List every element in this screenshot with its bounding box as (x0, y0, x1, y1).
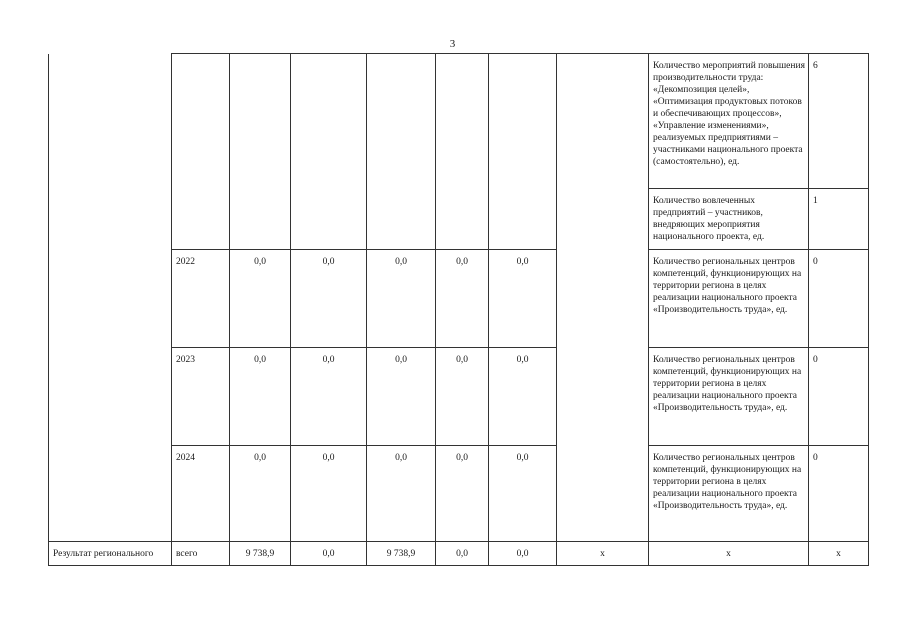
table-cell-value: 0,0 (291, 348, 367, 446)
table-cell-value: 0,0 (291, 250, 367, 348)
table-cell-value (230, 54, 291, 250)
table-cell-value: 0,0 (367, 250, 436, 348)
table-cell-value: 0,0 (489, 446, 557, 542)
table-cell-value: 0,0 (489, 348, 557, 446)
indicator-value: 1 (809, 189, 869, 250)
table-cell-value: 0,0 (367, 446, 436, 542)
table-cell-year: 2022 (172, 250, 230, 348)
indicator-text: Количество вовлеченных предприятий – участников, внедряющих мероприятия национального проекта, ед. (649, 189, 809, 250)
result-value: 9 738,9 (367, 542, 436, 566)
indicator-value: 6 (809, 54, 869, 189)
table-cell-value (489, 54, 557, 250)
table-cell-value (367, 54, 436, 250)
table-cell-year (172, 54, 230, 250)
table-cell-value: 0,0 (230, 250, 291, 348)
table-cell-empty (557, 54, 649, 542)
table-cell-value: 0,0 (436, 446, 489, 542)
indicator-value: 0 (809, 250, 869, 348)
table-cell-value (291, 54, 367, 250)
table-row (49, 446, 869, 542)
table-cell-name (49, 54, 172, 542)
result-value: 0,0 (291, 542, 367, 566)
table-row (49, 250, 869, 348)
table-cell-year: 2023 (172, 348, 230, 446)
page-number: 3 (449, 38, 456, 50)
result-indicator-value: x (809, 542, 869, 566)
table-row-result (49, 542, 869, 566)
result-value: 0,0 (489, 542, 557, 566)
table-cell-year: 2024 (172, 446, 230, 542)
indicator-text: Количество региональных центров компетенций, функционирующих на территории региона в целях реализации национального проекта «Производительность труда», ед. (649, 250, 809, 348)
table-cell-value: 0,0 (230, 446, 291, 542)
result-value: 9 738,9 (230, 542, 291, 566)
indicator-text: Количество мероприятий повышения производительности труда: «Декомпозиция целей», «Оптимизация продуктовых потоков и обеспечивающих процессов», «Управление изменениями», реализуемых предприятиями – участниками национального проекта (самостоятельно), ед. (649, 54, 809, 189)
table-cell-value (436, 54, 489, 250)
table-cell-value: 0,0 (230, 348, 291, 446)
table-row (49, 54, 869, 189)
result-year: всего (172, 542, 230, 566)
table-cell-value: 0,0 (436, 250, 489, 348)
indicator-text: Количество региональных центров компетенций, функционирующих на территории региона в целях реализации национального проекта «Производительность труда», ед. (649, 348, 809, 446)
indicator-value: 0 (809, 348, 869, 446)
table-cell-value: 0,0 (436, 348, 489, 446)
table-cell-value: 0,0 (291, 446, 367, 542)
result-value: 0,0 (436, 542, 489, 566)
table-cell-value: 0,0 (367, 348, 436, 446)
result-col7: x (557, 542, 649, 566)
result-indicator: x (649, 542, 809, 566)
indicator-text: Количество региональных центров компетенций, функционирующих на территории региона в целях реализации национального проекта «Производительность труда», ед. (649, 446, 809, 542)
result-name: Результат регионального (49, 542, 172, 566)
indicator-value: 0 (809, 446, 869, 542)
table-cell-value: 0,0 (489, 250, 557, 348)
table-row (49, 348, 869, 446)
budget-table (48, 53, 869, 566)
